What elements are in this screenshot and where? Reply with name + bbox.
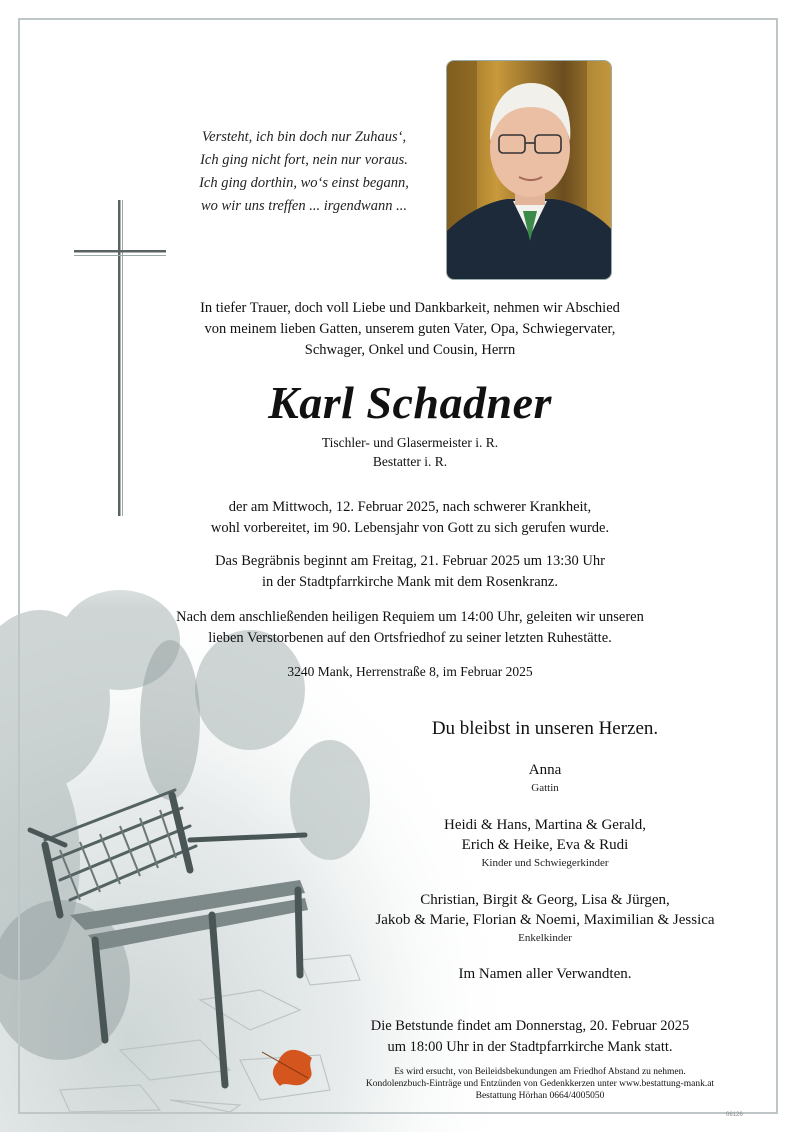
requiem-line: lieben Verstorbenen auf den Ortsfriedhof zu seiner letzten Ruhestätte.: [208, 630, 612, 646]
poem-line: Ich ging dorthin, wo‘s einst begann,: [199, 175, 409, 191]
poem-line: Ich ging nicht fort, nein nur voraus.: [200, 152, 408, 168]
prayer-notice: [320, 1016, 740, 1058]
deceased-titles: [260, 433, 560, 471]
print-code: 08126: [726, 1112, 743, 1118]
family-names: Jakob & Marie, Florian & Noemi, Maximilian & Jessica: [375, 912, 715, 928]
requiem-line: Nach dem anschließenden heiligen Requiem um 14:00 Uhr, geleiten wir unseren: [176, 609, 644, 625]
poem: [160, 126, 448, 218]
prayer-line: um 18:00 Uhr in der Stadtpfarrkirche Mank statt.: [387, 1039, 673, 1055]
family-spouse: [320, 760, 770, 796]
death-notice: [120, 497, 700, 539]
prayer-line: Die Betstunde findet am Donnerstag, 20. Februar 2025: [370, 1018, 690, 1034]
family-names: Erich & Heike, Eva & Rudi: [461, 837, 629, 853]
heart-line: Du bleibst in unseren Herzen.: [431, 718, 659, 739]
funeral-line: Das Begräbnis beginnt am Freitag, 21. Februar 2025 um 13:30 Uhr: [215, 553, 605, 569]
requiem-notice: [120, 607, 700, 649]
poem-line: wo wir uns treffen ... irgendwann ...: [201, 198, 407, 214]
funeral-notice: [120, 551, 700, 593]
family-children: [320, 815, 770, 871]
title-line: Bestatter i. R.: [372, 454, 448, 469]
title-line: Tischler- und Glasermeister i. R.: [321, 435, 499, 450]
address-line: 3240 Mank, Herrenstraße 8, im Februar 2025: [287, 664, 533, 679]
portrait-photo: [446, 60, 612, 280]
death-line: wohl vorbereitet, im 90. Lebensjahr von Gott zu sich gerufen wurde.: [210, 520, 610, 536]
family-relation: Gattin: [531, 782, 559, 794]
intro-line: In tiefer Trauer, doch voll Liebe und Dankbarkeit, nehmen wir Abschied: [200, 300, 620, 316]
family-names: Heidi & Hans, Martina & Gerald,: [443, 817, 647, 833]
family-closing: Im Namen aller Verwandten.: [458, 966, 632, 982]
footer-line: Bestattung Hörhan 0664/4005050: [475, 1091, 605, 1101]
footer-notice: [320, 1066, 760, 1102]
death-line: der am Mittwoch, 12. Februar 2025, nach schwerer Krankheit,: [228, 499, 592, 515]
footer-line: Es wird ersucht, von Beileidsbekundungen am Friedhof Abstand zu nehmen.: [394, 1067, 686, 1077]
footer-line: Kondolenzbuch-Einträge und Entzünden von Gedenkkerzen unter www.bestattung-mank.at: [365, 1079, 715, 1089]
family-names: Anna: [528, 762, 562, 778]
family-grandchildren: [320, 890, 770, 946]
intro-line: von meinem lieben Gatten, unserem guten Vater, Opa, Schwiegervater,: [204, 321, 616, 337]
family-relation: Kinder und Schwiegerkinder: [481, 857, 609, 869]
deceased-name: Karl Schadner: [268, 377, 552, 428]
family-relation: Enkelkinder: [518, 932, 572, 944]
intro-line: Schwager, Onkel und Cousin, Herrn: [304, 342, 516, 358]
family-names: Christian, Birgit & Georg, Lisa & Jürgen,: [420, 892, 670, 908]
intro-text: [120, 298, 700, 361]
funeral-line: in der Stadtpfarrkirche Mank mit dem Rosenkranz.: [262, 574, 558, 590]
poem-line: Versteht, ich bin doch nur Zuhaus‘,: [201, 129, 407, 145]
